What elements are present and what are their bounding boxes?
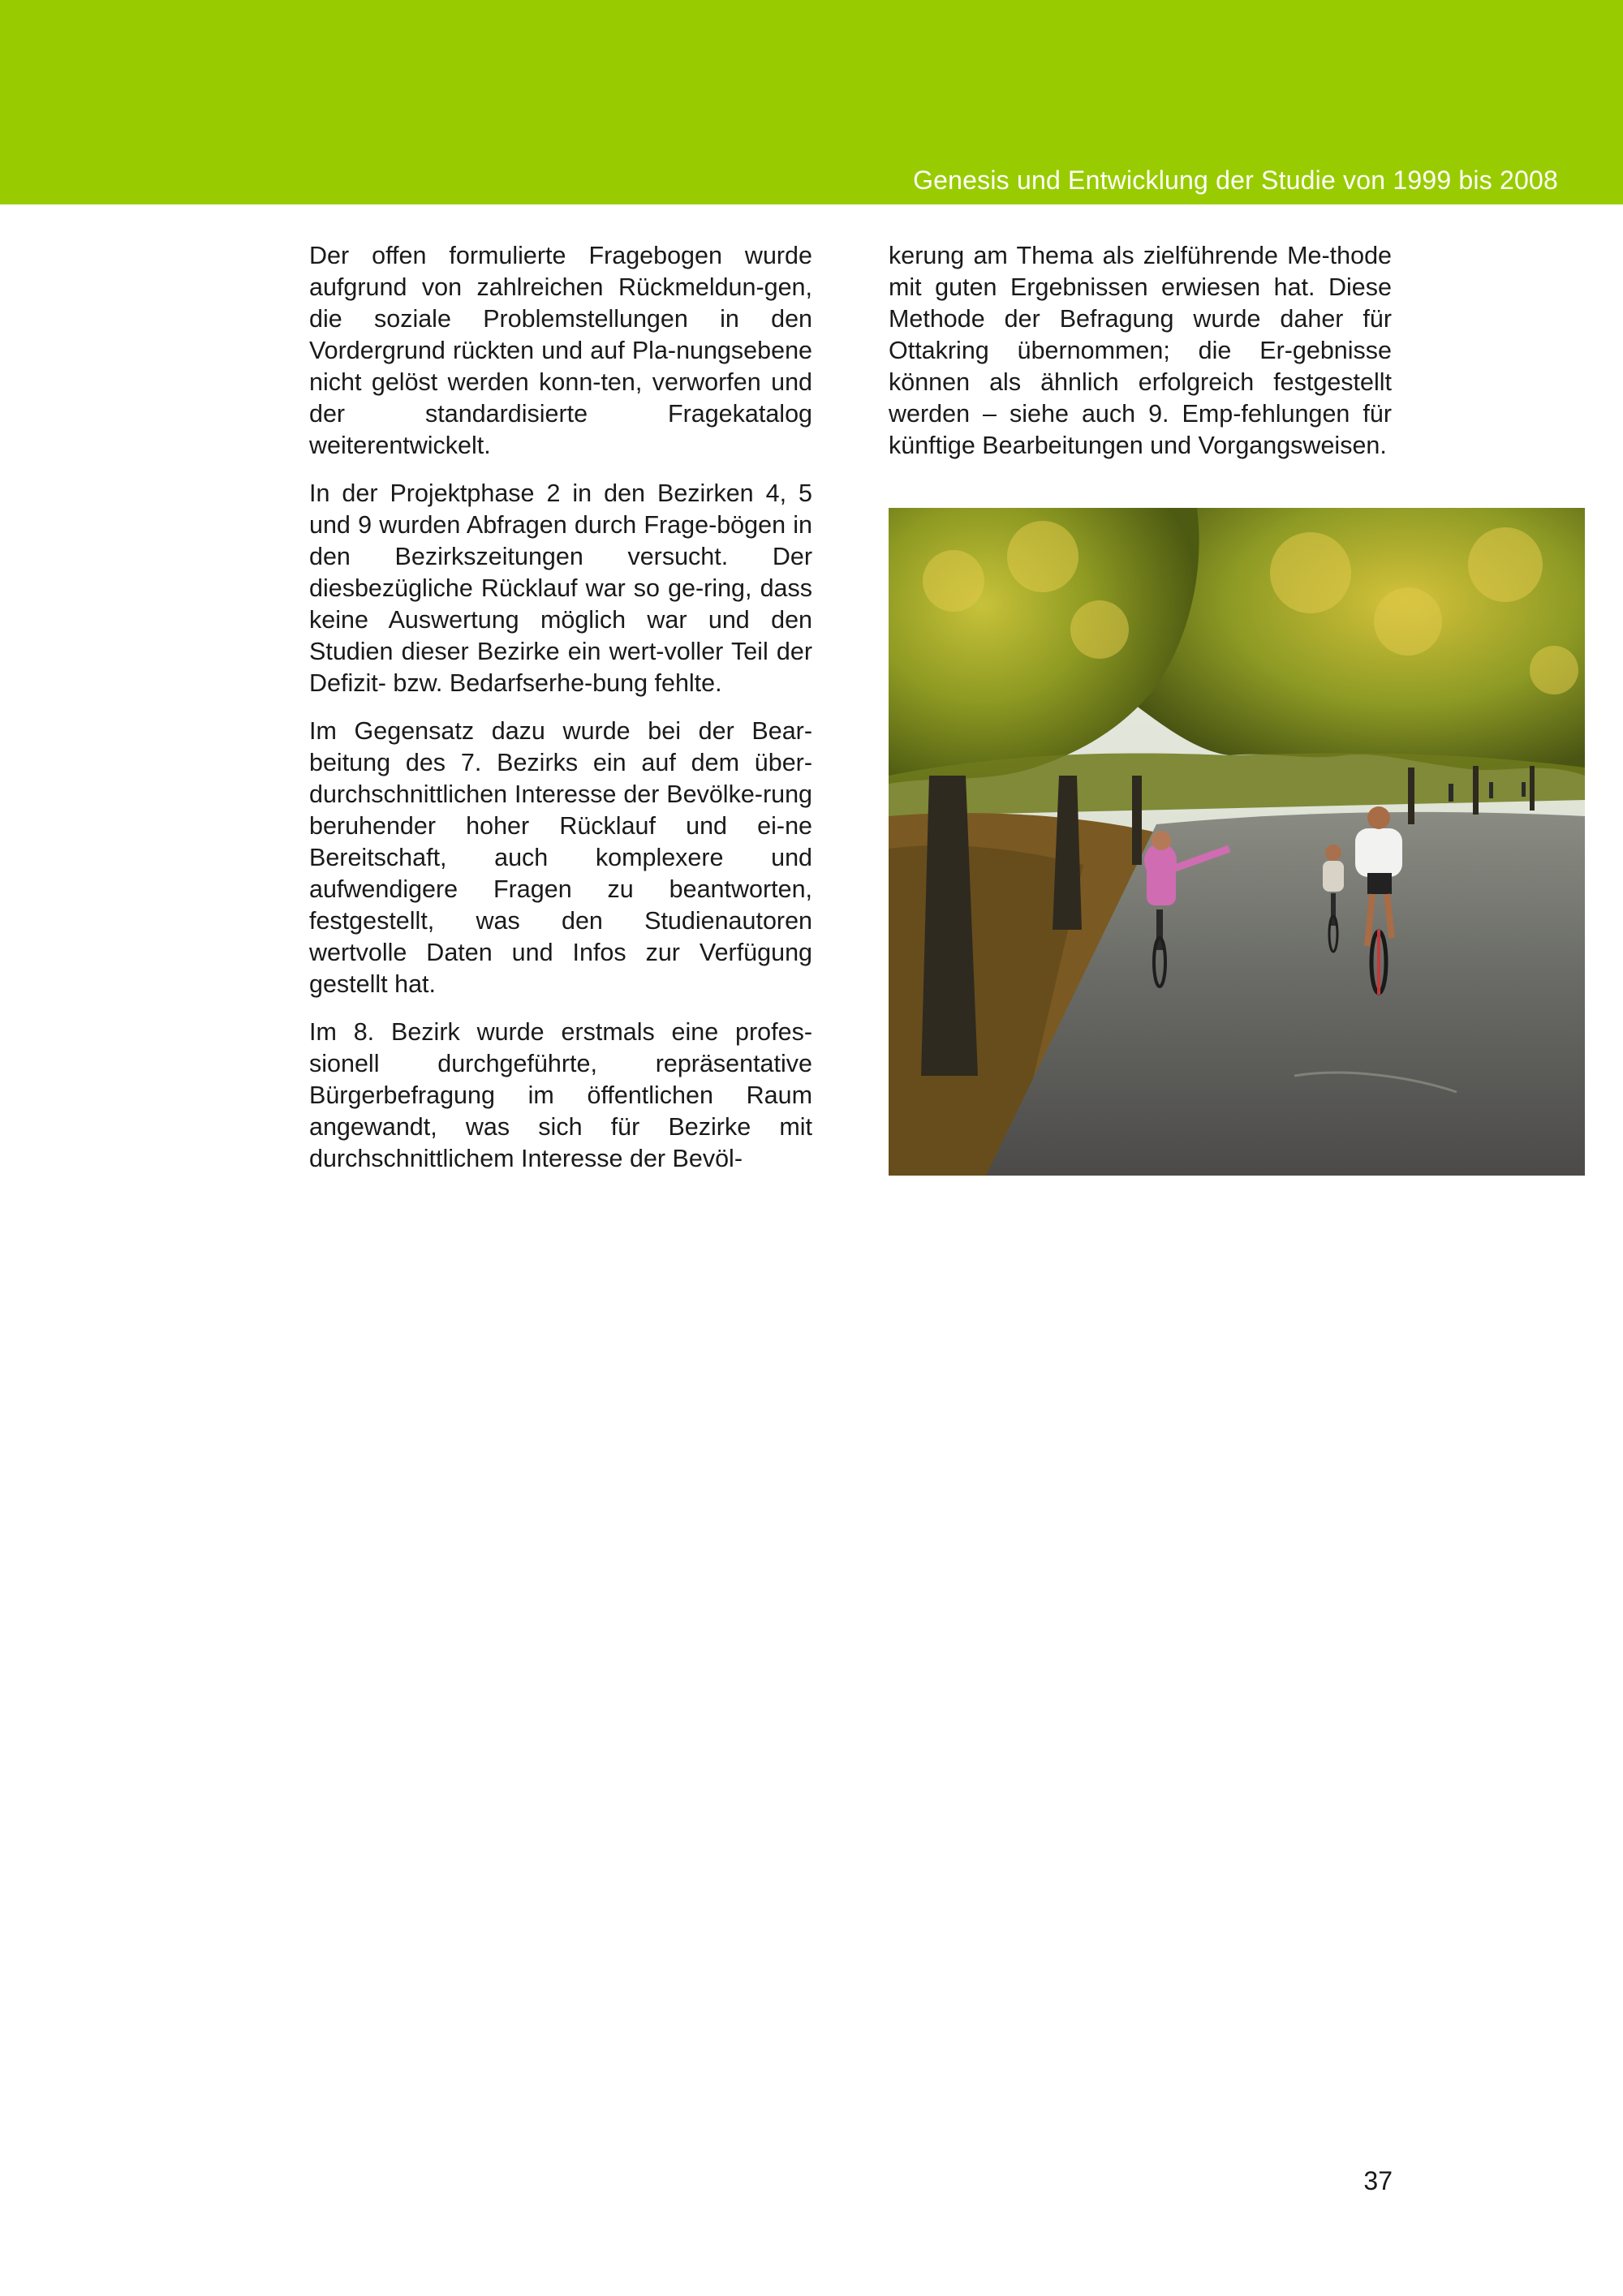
running-header-title: Genesis und Entwicklung der Studie von 1999 bis 2008 [913, 166, 1558, 195]
paragraph: kerung am Thema als zielführende Me-thode mit guten Ergebnissen erwiesen hat. Diese Methode der Befragung wurde daher für Ottakring übernommen; die Er-gebnisse können als ähnlich erfolgreich festgestellt werden – siehe auch 9. Emp-fehlungen für künftige Bearbeitungen und Vorgangsweisen. [889, 242, 1392, 459]
paragraph: In der Projektphase 2 in den Bezirken 4, 5 und 9 wurden Abfragen durch Frage-bögen in den Bezirkszeitungen versucht. Der diesbezügliche Rücklauf war so ge-ring, dass keine Auswertung möglich war und den Studien dieser Bezirke ein wert-voller Teil der Defizit- bzw. Bedarfserhe-bung fehlte. [309, 479, 812, 697]
paragraph: Im Gegensatz dazu wurde bei der Bear-beitung des 7. Bezirks ein auf dem über-durchschnittlichen Interesse der Bevölke-rung beruhender hoher Rücklauf und ei-ne Bereitschaft, auch komplexere und aufwendigere Fragen zu beantworten, festgestellt, was den Studienautoren wertvolle Daten und Infos zur Verfügung gestellt hat. [309, 717, 812, 998]
cyclists-avenue-photo [889, 508, 1585, 1176]
right-text-column [889, 240, 1392, 478]
page-number: 37 [1363, 2166, 1393, 2195]
header-band [0, 0, 1623, 204]
left-text-column [309, 240, 812, 1191]
paragraph: Der offen formulierte Fragebogen wurde aufgrund von zahlreichen Rückmeldun-gen, die soziale Problemstellungen in den Vordergrund rückten und auf Pla-nungsebene nicht gelöst werden konn-ten, verworfen und der standardisierte Fragekatalog weiterentwickelt. [309, 242, 812, 459]
paragraph: Im 8. Bezirk wurde erstmals eine profes-sionell durchgeführte, repräsentative Bürgerbefragung im öffentlichen Raum angewandt, was sich für Bezirke mit durchschnittlichem Interesse der Bevöl- [309, 1018, 812, 1172]
